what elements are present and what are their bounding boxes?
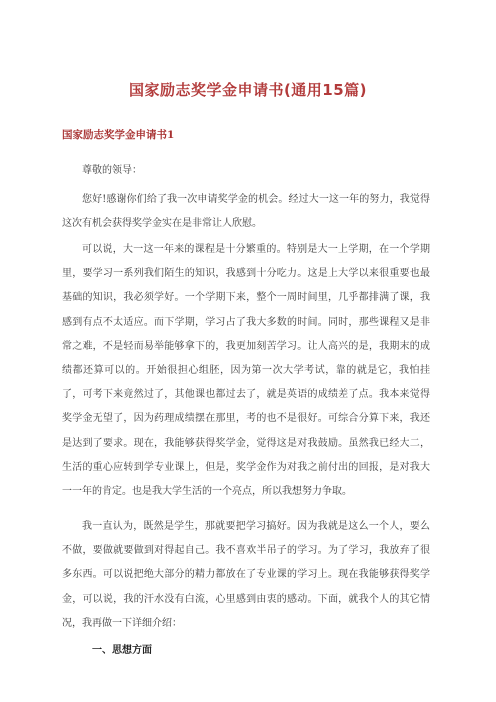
paragraph-3: 我一直认为，既然是学生，那就要把学习搞好。因为我就是这么一个人，要么不做，要做就要做到对得起自己。我不喜欢半吊子的学习。为了学习，我放弃了很多东西。可以说把绝大部分的精力都放在了专业课的学习上。现在我能够获得奖学金，可以说，我的汗水没有白流，心里感到由衷的感动。下面，就我个人的其它情况，我再做一下详细介绍： xyxy=(62,521,430,629)
paragraph-2: 可以说，大一这一年来的课程是十分繁重的。特别是大一上学期，在一个学期里，要学习一系列我们陌生的知识，我感到十分吃力。这是上大学以来很重要也最基础的知识，我必须学好。一个学期下来，整个一周时间里，几乎都排满了课，我感到有点不太适应。而下学期，学习占了我大多数的时间。同时，那些课程又是非常之难，不是轻而易举能够拿下的，我更加刻苦学习。让人高兴的是，我期末的成绩都还算可以的。开始很担心组胚，因为第一次大学考试，靠的就是它，我怕挂了，可考下来竟然过了，其他课也都过去了，就是英语的成绩差了点。我本来觉得奖学金无望了，因为药理成绩摆在那里，考的也不是很好。可综合分算下来，我还是达到了要求。现在，我能够获得奖学金，觉得这是对我鼓励。虽然我已经大二，生活的重心应转到学专业课上，但是，奖学金作为对我之前付出的回报，是对我大一一年的肯定。也是我大学生活的一个亮点，所以我想努力争取。 xyxy=(62,244,430,498)
document-subtitle: 国家励志奖学金申请书1 xyxy=(62,129,175,141)
paragraph-salutation: 尊敬的领导： xyxy=(82,165,142,176)
document-title: 国家励志奖学金申请书(通用15篇) xyxy=(128,81,368,99)
section-heading: 一、思想方面 xyxy=(92,645,152,656)
paragraph-1: 您好!感谢你们给了我一次申请奖学金的机会。经过大一这一年的努力，我觉得这次有机会获得奖学金实在是非常让人欣慰。 xyxy=(62,194,430,230)
